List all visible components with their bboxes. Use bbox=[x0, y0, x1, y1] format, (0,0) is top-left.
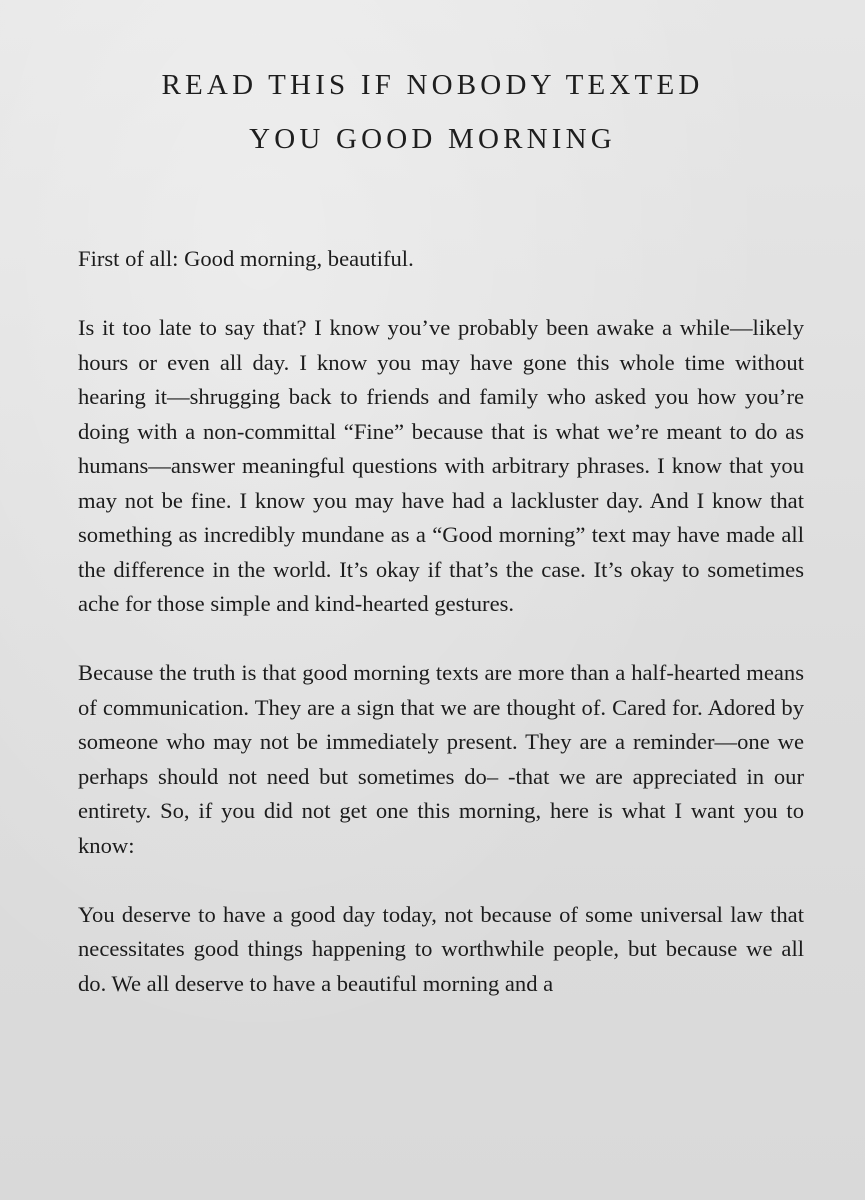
paragraph-too-late: Is it too late to say that? I know you’ve probably been awake a while—likely hours or even all day. I know you may have gone this whole time without hearing it—shrugging back to friends and family who asked you how you’re doing with a non-committal “Fine” because that is what we’re meant to do as humans—answer meaningful questions with arbitrary phrases. I know that you may not be fine. I know you may have had a lackluster day. And I know that something as incredibly mundane as a “Good morning” text may have made all the difference in the world. It’s okay if that’s the case. It’s okay to sometimes ache for those simple and kind-hearted gestures. bbox=[78, 315, 804, 616]
title-line-1: READ THIS IF NOBODY TEXTED bbox=[161, 69, 704, 101]
paragraph-deserve: You deserve to have a good day today, not because of some universal law that necessitates good things happening to worthwhile people, but because we all do. We all deserve to have a beautiful morning and a bbox=[78, 901, 804, 996]
page-title bbox=[0, 58, 865, 166]
body-text bbox=[78, 242, 804, 1036]
paragraph-greeting: First of all: Good morning, beautiful. bbox=[78, 246, 414, 271]
title-line-2: YOU GOOD MORNING bbox=[249, 123, 616, 155]
paragraph-truth: Because the truth is that good morning texts are more than a half-hearted means of communication. They are a sign that we are thought of. Cared for. Adored by someone who may not be immediately present. They are a reminder—one we perhaps should not need but sometimes do– -that we are appreciated in our entirety. So, if you did not get one this morning, here is what I want you to know: bbox=[78, 660, 804, 858]
